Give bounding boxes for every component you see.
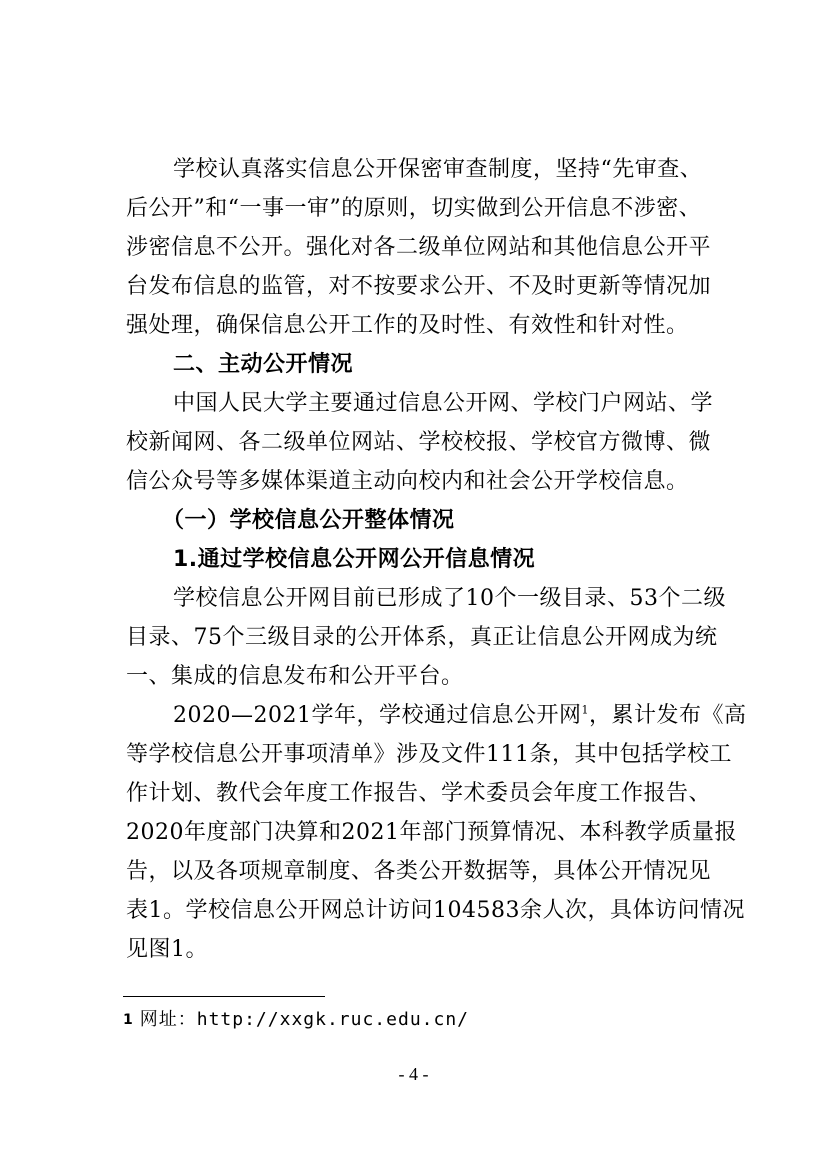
paragraph-line: 信公众号等多媒体渠道主动向校内和社会公开学校信息。 <box>126 469 689 494</box>
subsection-heading: （一）学校信息公开整体情况 <box>162 508 455 533</box>
footnote <box>123 1008 469 1032</box>
paragraph-line: 强处理，确保信息公开工作的及时性、有效性和针对性。 <box>126 313 689 338</box>
paragraph-line: 表1。学校信息公开网总计访问104583余人次，具体访问情况 <box>126 898 745 923</box>
paragraph-line: 2020年度部门决算和2021年部门预算情况、本科教学质量报 <box>126 820 737 845</box>
paragraph-line: 涉密信息不公开。强化对各二级单位网站和其他信息公开平 <box>126 235 712 260</box>
paragraph-line: 后公开”和“一事一审”的原则，切实做到公开信息不涉密、 <box>126 196 702 221</box>
paragraph-line: 告，以及各项规章制度、各类公开数据等，具体公开情况见 <box>126 859 712 884</box>
paragraph-line: 中国人民大学主要通过信息公开网、学校门户网站、学 <box>173 391 714 416</box>
footnote-mark: 1 <box>123 1012 134 1028</box>
footnote-text[interactable]: 网址：http://xxgk.ruc.edu.cn/ <box>139 1009 469 1030</box>
paragraph-line: 作计划、教代会年度工作报告、学术委员会年度工作报告、 <box>126 781 712 806</box>
paragraph-line: 台发布信息的监管，对不按要求公开、不及时更新等情况加 <box>126 274 712 299</box>
subsubsection-heading: 1.通过学校信息公开网公开信息情况 <box>173 547 536 572</box>
footnote-reference[interactable]: 1 <box>581 703 589 717</box>
paragraph-text: ，累计发布《高 <box>588 703 747 728</box>
paragraph-line: 等学校信息公开事项清单》涉及文件111条，其中包括学校工 <box>126 742 732 767</box>
paragraph-line: 校新闻网、各二级单位网站、学校校报、学校官方微博、微 <box>126 430 712 455</box>
paragraph-line: 学校信息公开网目前已形成了10个一级目录、53个二级 <box>173 586 726 611</box>
paragraph-line <box>173 701 747 731</box>
paragraph-line: 见图1。 <box>126 937 208 962</box>
paragraph-line: 目录、75个三级目录的公开体系，真正让信息公开网成为统 <box>126 625 718 650</box>
section-heading: 二、主动公开情况 <box>173 352 354 377</box>
paragraph-text: 2020—2021学年，学校通过信息公开网 <box>173 703 582 728</box>
paragraph-line: 一、集成的信息发布和公开平台。 <box>126 664 464 689</box>
paragraph-line: 学校认真落实信息公开保密审查制度，坚持“先审查、 <box>173 157 703 182</box>
page-number: - 4 - <box>398 1064 429 1084</box>
footnote-divider <box>123 996 325 997</box>
